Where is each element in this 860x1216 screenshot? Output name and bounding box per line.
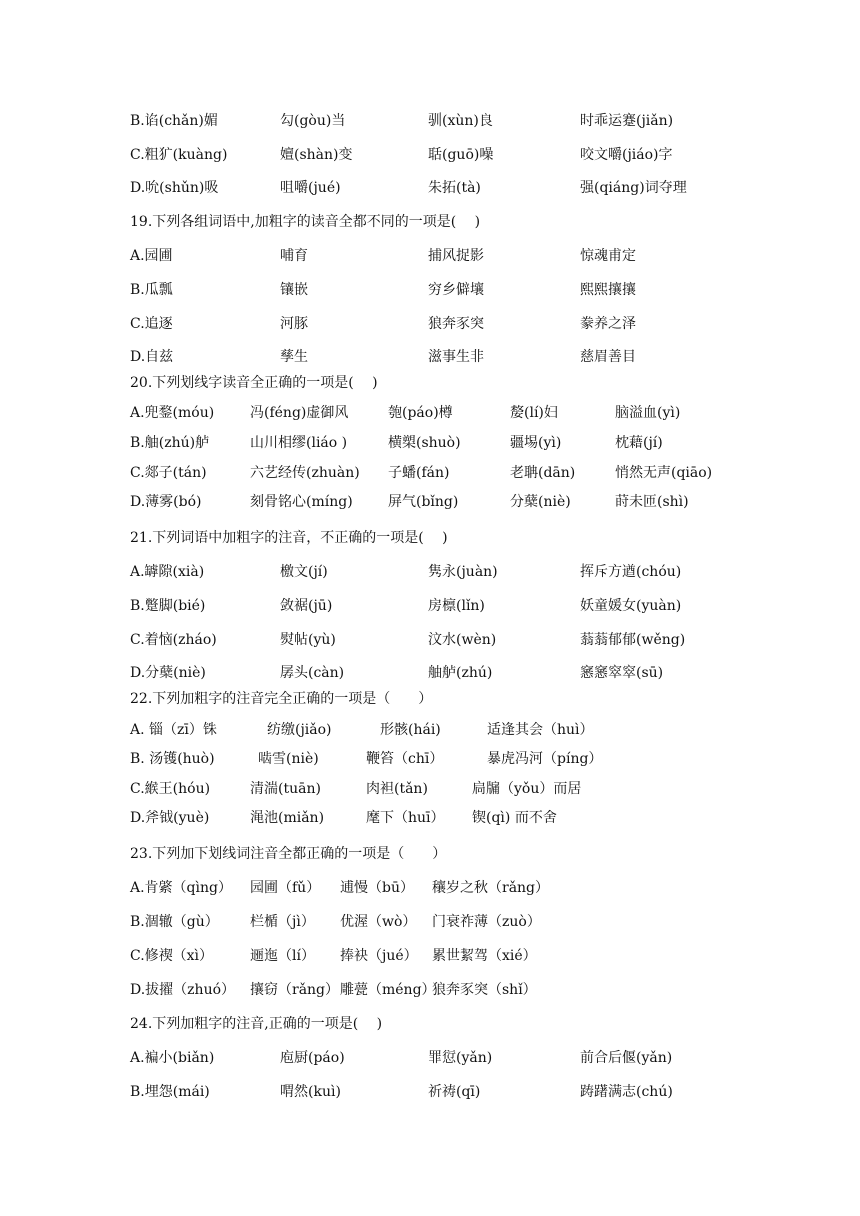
option-cell: 汶水(wèn): [428, 632, 497, 648]
option-cell: A.罅隙(xià): [130, 564, 205, 580]
option-cell: D.斧钺(yuè): [130, 810, 210, 826]
option-cell: 咬文嚼(jiáo)字: [580, 147, 673, 163]
option-cell: 前合后偃(yǎn): [580, 1050, 673, 1066]
option-cell: 豢养之泽: [580, 316, 636, 332]
option-cell: B.埋怨(mái): [130, 1084, 210, 1100]
option-cell: 横槊(shuò): [388, 435, 461, 451]
option-cell: 悄然无声(qiāo): [615, 465, 713, 481]
option-cell: 渑池(miǎn): [250, 810, 325, 826]
option-cell: B.蹩脚(bié): [130, 598, 206, 614]
option-cell: 逋慢（bū）: [340, 880, 414, 896]
option-cell: 孳生: [280, 349, 308, 365]
option-cell: 挥斥方遒(chóu): [580, 564, 682, 580]
option-cell: 锲(qì) 而不舍: [472, 810, 557, 826]
option-cell: 檄文(jí): [280, 564, 328, 580]
option-cell: C.着恼(zháo): [130, 632, 217, 648]
option-cell: D.薄雾(bó): [130, 494, 202, 510]
option-cell: 冯(féng)虚御风: [250, 405, 349, 421]
option-cell: 蓊蓊郁郁(wěng): [580, 632, 686, 648]
option-cell: B.谄(chǎn)媚: [130, 113, 218, 129]
option-cell: 熨帖(yù): [280, 632, 336, 648]
option-cell: C.追逐: [130, 316, 173, 332]
option-cell: 勾(gòu)当: [280, 113, 346, 129]
option-cell: C.修禊（xì）: [130, 948, 214, 964]
option-cell: 疆埸(yì): [510, 435, 562, 451]
option-cell: 麾下（huī）: [366, 810, 445, 826]
option-cell: 捧袂（jué）: [340, 948, 418, 964]
option-cell: 强(qiáng)词夺理: [580, 180, 687, 196]
question-23-title: 23.下列加下划线词注音全都正确的一项是（ ）: [130, 846, 447, 862]
option-cell: 喟然(kuì): [280, 1084, 341, 1100]
option-cell: 子蟠(fán): [388, 465, 450, 481]
option-cell: 分蘖(niè): [510, 494, 571, 510]
option-cell: 狼奔豕突（shǐ）: [432, 982, 537, 998]
option-cell: 啮雪(niè): [258, 751, 319, 767]
question-20-title: 20.下列划线字读音全正确的一项是( ): [130, 375, 378, 391]
option-cell: A.园圃: [130, 248, 173, 264]
option-cell: 鞭笞（chī）: [366, 751, 444, 767]
option-cell: B.涸辙（gù）: [130, 914, 219, 930]
option-cell: 慈眉善目: [580, 349, 636, 365]
option-cell: 雕甍（méng）: [340, 982, 436, 998]
option-cell: 咀嚼(jué): [280, 180, 341, 196]
option-cell: 驯(xùn)良: [428, 113, 493, 129]
option-cell: 门衰祚薄（zuò）: [432, 914, 541, 930]
option-cell: 暴虎冯河（píng）: [487, 751, 603, 767]
option-cell: 穰岁之秋（rǎng）: [432, 880, 550, 896]
option-cell: 穷乡僻壤: [428, 282, 484, 298]
option-cell: 踌躇满志(chú): [580, 1084, 673, 1100]
option-cell: C.緱王(hóu): [130, 781, 211, 797]
option-cell: 清湍(tuān): [250, 781, 321, 797]
option-cell: 六艺经传(zhuàn): [250, 465, 360, 481]
option-cell: D.自兹: [130, 349, 174, 365]
option-cell: 适逢其会（huì）: [487, 722, 594, 738]
option-cell: 孱头(càn): [280, 665, 345, 681]
question-24-title: 24.下列加粗字的注音,正确的一项是( ): [130, 1016, 383, 1032]
option-cell: D.拔擢（zhuó）: [130, 982, 236, 998]
option-cell: B. 汤镬(huò): [130, 751, 215, 767]
option-cell: 老聃(dān): [510, 465, 576, 481]
option-cell: 嫠(lí)妇: [510, 405, 558, 421]
option-cell: 捕风捉影: [428, 248, 484, 264]
option-cell: A.兜鍪(móu): [130, 405, 215, 421]
option-cell: 熙熙攘攘: [580, 282, 636, 298]
option-cell: 庖厨(páo): [280, 1050, 345, 1066]
option-cell: 枕藉(jí): [615, 435, 663, 451]
option-cell: 河豚: [280, 316, 308, 332]
option-cell: B.瓜瓢: [130, 282, 173, 298]
option-cell: 嬗(shàn)变: [280, 147, 353, 163]
option-cell: A. 锱（zī）铢: [130, 722, 217, 738]
option-cell: 脑溢血(yì): [615, 405, 681, 421]
option-cell: 刻骨铭心(míng): [250, 494, 353, 510]
option-cell: 隽永(juàn): [428, 564, 498, 580]
option-cell: 逦迤（lí）: [250, 948, 315, 964]
option-cell: 屏气(bǐng): [388, 494, 459, 510]
option-cell: 攘窃（rǎng）: [250, 982, 340, 998]
option-cell: 优渥（wò）: [340, 914, 417, 930]
option-cell: 栏楯（jì）: [250, 914, 315, 930]
option-cell: 惊魂甫定: [580, 248, 636, 264]
option-cell: 妖童媛女(yuàn): [580, 598, 682, 614]
option-cell: 滋事生非: [428, 349, 484, 365]
option-cell: 莳未匝(shì): [615, 494, 689, 510]
option-cell: D.分蘖(niè): [130, 665, 206, 681]
option-cell: 园圃（fǔ）: [250, 880, 321, 896]
option-cell: 纺缴(jiǎo): [267, 722, 332, 738]
option-cell: D.吮(shǔn)吸: [130, 180, 219, 196]
option-cell: 罪愆(yǎn): [428, 1050, 493, 1066]
option-cell: A.褊小(biǎn): [130, 1050, 215, 1066]
option-cell: 时乖运蹇(jiǎn): [580, 113, 674, 129]
question-22-title: 22.下列加粗字的注音完全正确的一项是（ ）: [130, 691, 433, 707]
option-cell: 敛裾(jū): [280, 598, 333, 614]
option-cell: 镶嵌: [280, 282, 308, 298]
option-cell: 聒(guō)噪: [428, 147, 494, 163]
option-cell: 朱拓(tà): [428, 180, 481, 196]
option-cell: A.肯綮（qìng）: [130, 880, 232, 896]
option-cell: 扃牖（yǒu）而居: [472, 781, 582, 797]
option-cell: 形骸(hái): [380, 722, 441, 738]
option-cell: 狼奔豕突: [428, 316, 484, 332]
option-cell: B.舳(zhú)舻: [130, 435, 210, 451]
option-cell: 肉袒(tǎn): [366, 781, 428, 797]
option-cell: 窸窸窣窣(sū): [580, 665, 664, 681]
option-cell: C.郯子(tán): [130, 465, 207, 481]
question-21-title: 21.下列词语中加粗字的注音，不正确的一项是( ): [130, 530, 448, 546]
option-cell: 祈祷(qī): [428, 1084, 481, 1100]
option-cell: 房檩(lǐn): [428, 598, 485, 614]
option-cell: C.粗犷(kuàng): [130, 147, 228, 163]
option-cell: 匏(páo)樽: [388, 405, 453, 421]
option-cell: 山川相缪(liáo ): [250, 435, 348, 451]
option-cell: 哺育: [280, 248, 308, 264]
option-cell: 累世絜驾（xié）: [432, 948, 537, 964]
question-19-title: 19.下列各组词语中,加粗字的读音全都不同的一项是( ): [130, 214, 481, 230]
option-cell: 舳舻(zhú): [428, 665, 493, 681]
